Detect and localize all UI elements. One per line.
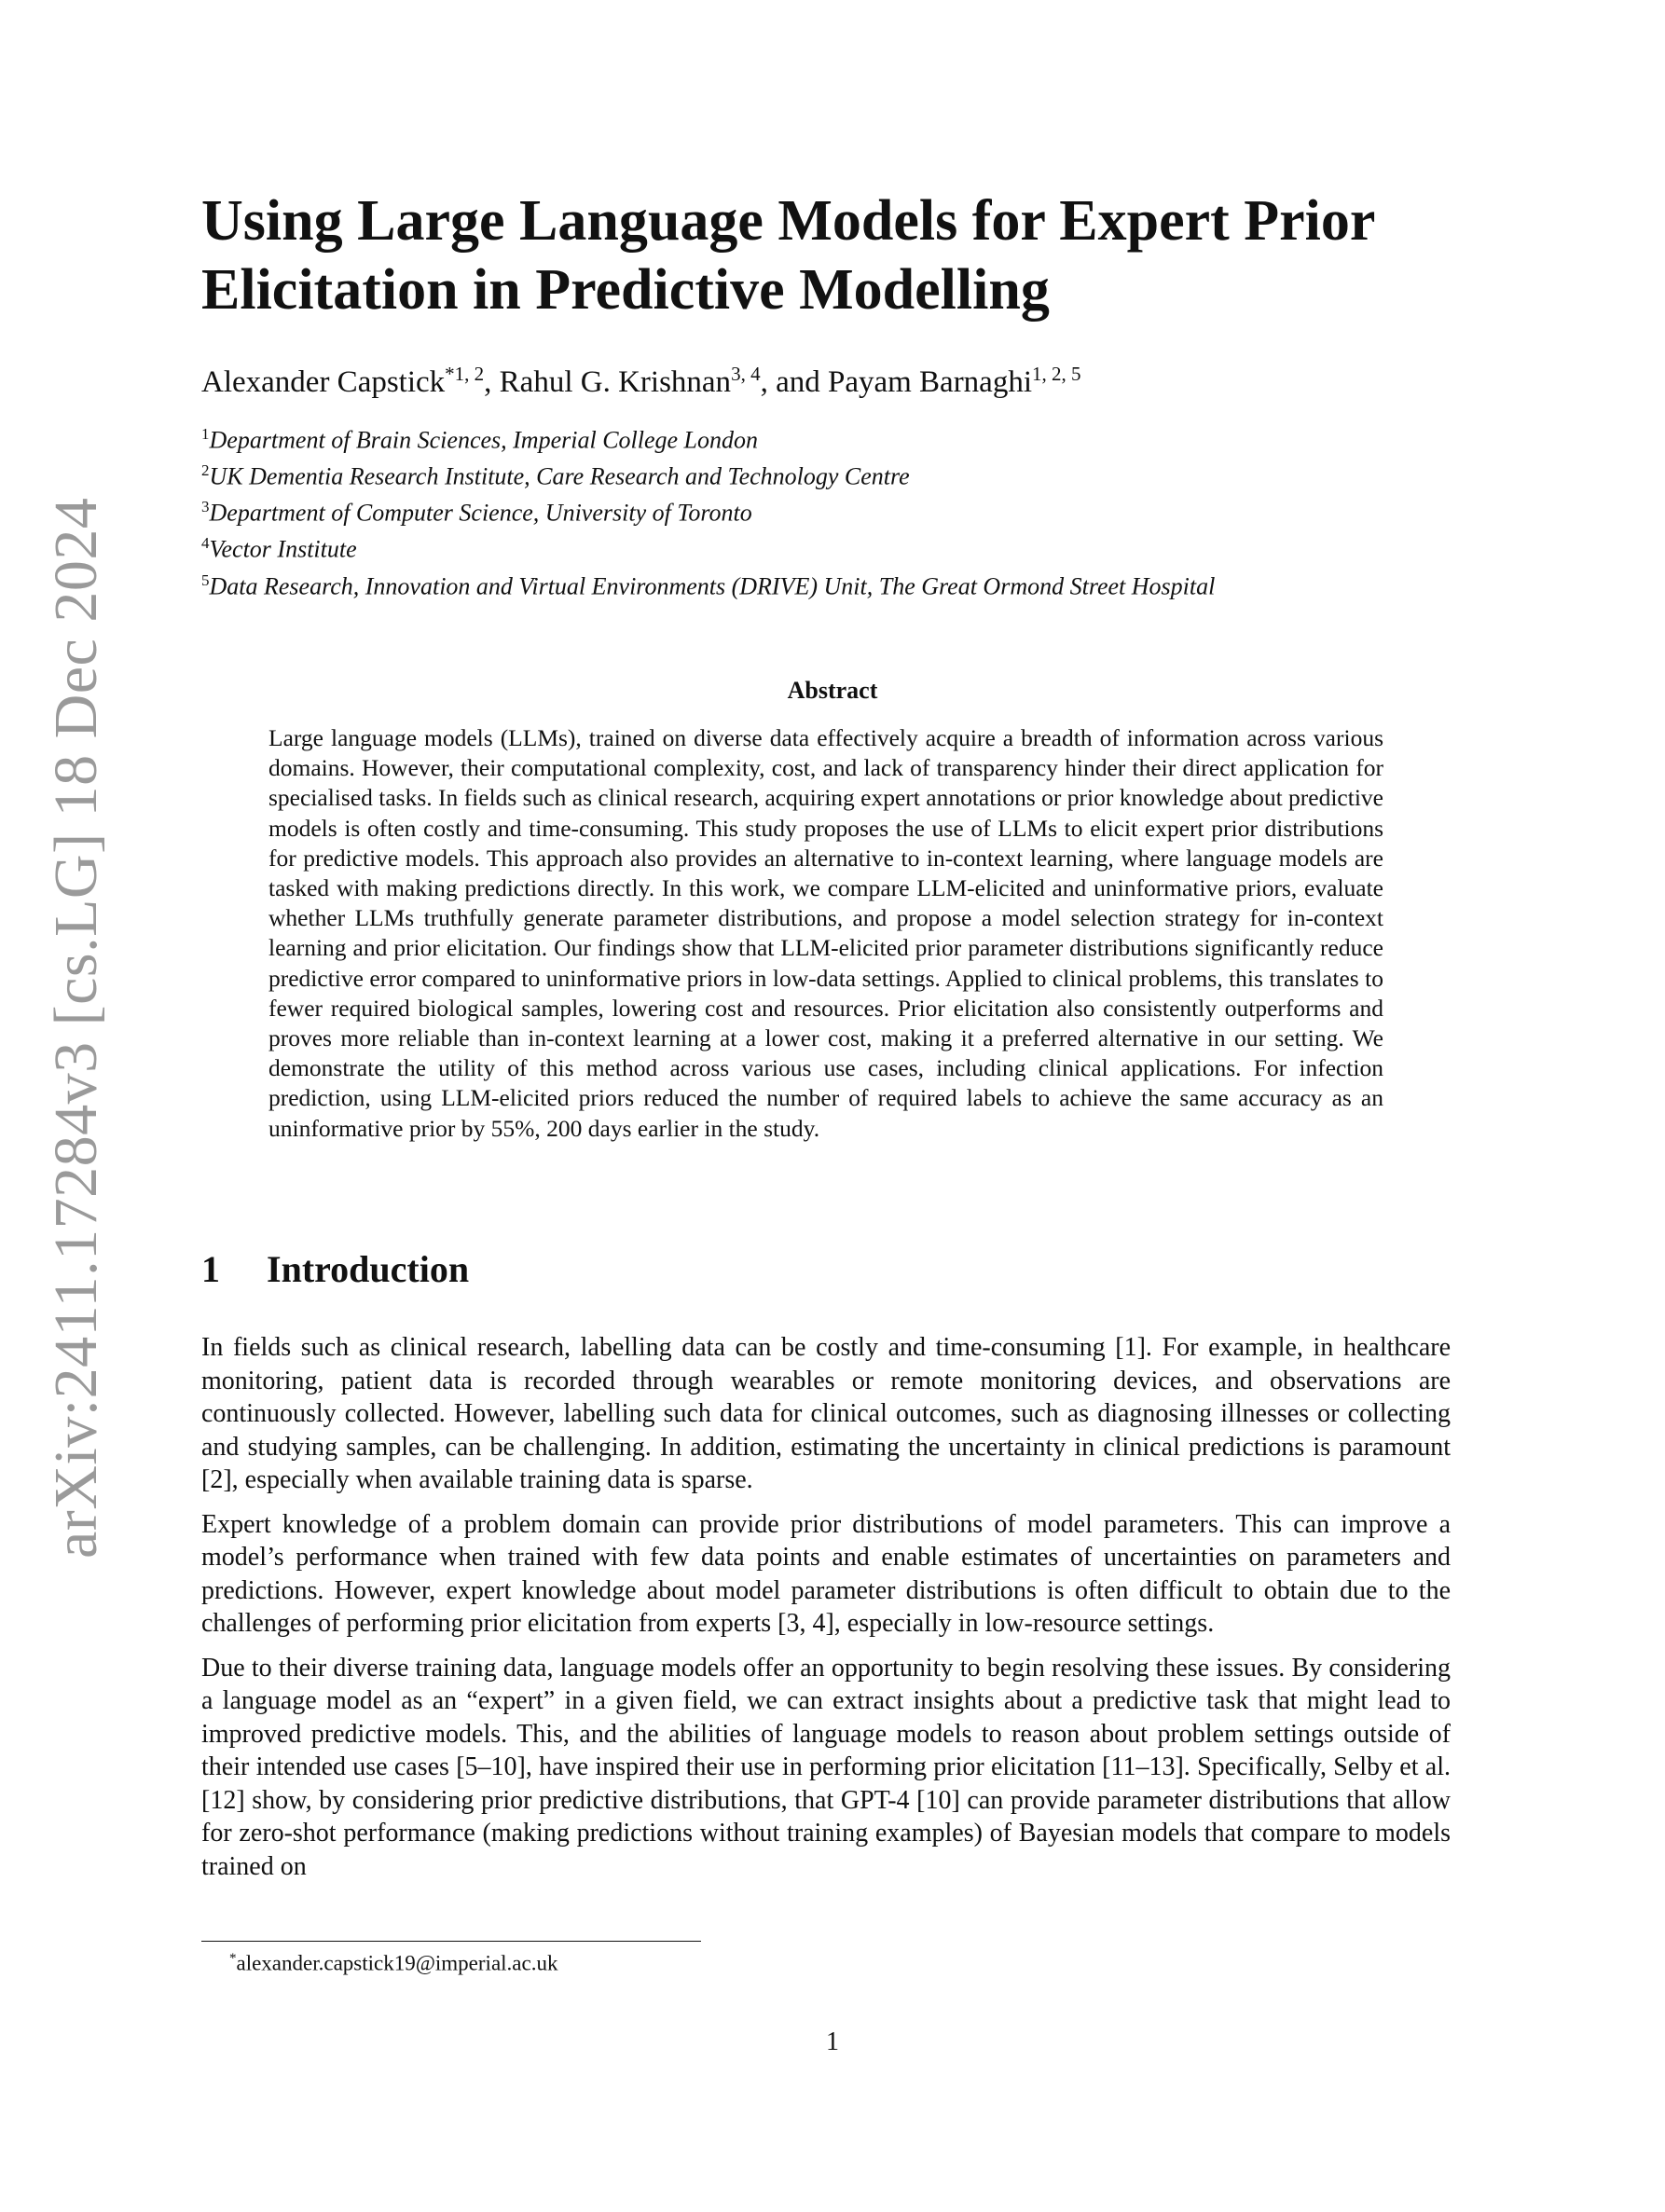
footnote-mark: *: [229, 1951, 237, 1966]
author-affiliation-marks: *1, 2: [445, 363, 485, 385]
author-name: Alexander Capstick: [201, 365, 446, 399]
author-affiliation-marks: 3, 4: [731, 363, 761, 385]
body-paragraph: Expert knowledge of a problem domain can provide prior distributions of model parameters. This can improve a model’s performance when trained with few data points and enable estimates of uncertainties on parameters and predictions. However, expert knowledge about model parameter distributions is often difficult to obtain due to the challenges of performing prior elicitation from experts [3, 4], especially in low-resource settings.: [201, 1509, 1451, 1638]
body-paragraph: In fields such as clinical research, labelling data can be costly and time-consuming [1]. For example, in healthcare monitoring, patient data is recorded through wearables or remote monitoring devices, and observations are continuously collected. However, labelling such data for clinical outcomes, such as diagnosing illnesses or collecting and studying samples, can be challenging. In addition, estimating the uncertainty in clinical predictions is paramount [2], especially when available training data is sparse.: [201, 1333, 1451, 1494]
page-number: 1: [826, 2027, 839, 2056]
author-list: Alexander Capstick$^{*1, 2}$, Rahul G. Krishnan$^{3, 4}$, and Payam Barnaghi$^{1, 2, 5}$: [201, 363, 1081, 399]
footnote-email[interactable]: alexander.capstick19@imperial.ac.uk: [236, 1951, 558, 1975]
author-conjunction: , and: [760, 365, 828, 399]
affiliation-item: $^2$UK Dementia Research Institute, Care Research and Technology Centre: [201, 461, 910, 490]
author-name: Payam Barnaghi: [827, 365, 1032, 399]
arxiv-stamp[interactable]: arXiv:2411.17284v3 [cs.LG] 18 Dec 2024: [42, 497, 110, 1559]
affiliation-item: $^1$Department of Brain Sciences, Imperial College London: [201, 425, 759, 454]
abstract-heading: Abstract: [787, 677, 878, 704]
affiliation-item: $^4$Vector Institute: [201, 534, 357, 564]
author-name: Rahul G. Krishnan: [499, 365, 732, 399]
footnote: [229, 1951, 557, 1976]
section-title: Introduction: [267, 1248, 470, 1290]
affiliation-item: $^5$Data Research, Innovation and Virtual Environments (DRIVE) Unit, The Great Ormond Street Hospital: [201, 570, 1216, 600]
paper-title: Using Large Language Models for Expert Prior Elicitation in Predictive Modelling: [201, 189, 1375, 322]
body-paragraph: Due to their diverse training data, language models offer an opportunity to begin resolving these issues. By considering a language model as an “expert” in a given field, we can extract insights about a predictive task that might lead to improved predictive models. This, and the abilities of language models to reason about problem settings outside of their intended use cases [5–10], have inspired their use in performing prior elicitation [11–13]. Specifically, Selby et al. [12] show, by considering prior predictive distributions, that GPT-4 [10] can provide parameter distributions that allow for zero-shot performance (making predictions without training examples) of Bayesian models that compare to models trained on: [201, 1653, 1451, 1881]
section-heading: [201, 1247, 469, 1291]
footnote-divider: [201, 1941, 701, 1942]
author-affiliation-marks: 1, 2, 5: [1032, 363, 1081, 385]
affiliation-list: [201, 419, 1507, 602]
abstract-text: Large language models (LLMs), trained on diverse data effectively acquire a breadth of information across various domains. However, their computational complexity, cost, and lack of transparency hinder their direct application for specialised tasks. In fields such as clinical research, acquiring expert annotations or prior knowledge about predictive models is often costly and time-consuming. This study proposes the use of LLMs to elicit expert prior distributions for predictive models. This approach also provides an alternative to in-context learning, where language models are tasked with making predictions directly. In this work, we compare LLM-elicited and uninformative priors, evaluate whether LLMs truthfully generate parameter distributions, and propose a model selection strategy for in-context learning and prior elicitation. Our findings show that LLM-elicited prior parameter distributions significantly reduce predictive error compared to uninformative priors in low-data settings. Applied to clinical problems, this translates to fewer required biological samples, lowering cost and resources. Prior elicitation also consistently outperforms and proves more reliable than in-context learning at a lower cost, making it a preferred alternative in our setting. We demonstrate the utility of this method across various use cases, including clinical applications. For infection prediction, using LLM-elicited priors reduced the number of required labels to achieve the same accuracy as an uninformative prior by 55%, 200 days earlier in the study.: [268, 724, 1383, 1142]
affiliation-item: $^3$Department of Computer Science, University of Toronto: [201, 498, 752, 527]
section-number: 1: [201, 1248, 220, 1290]
body-text: [201, 1331, 1451, 1894]
